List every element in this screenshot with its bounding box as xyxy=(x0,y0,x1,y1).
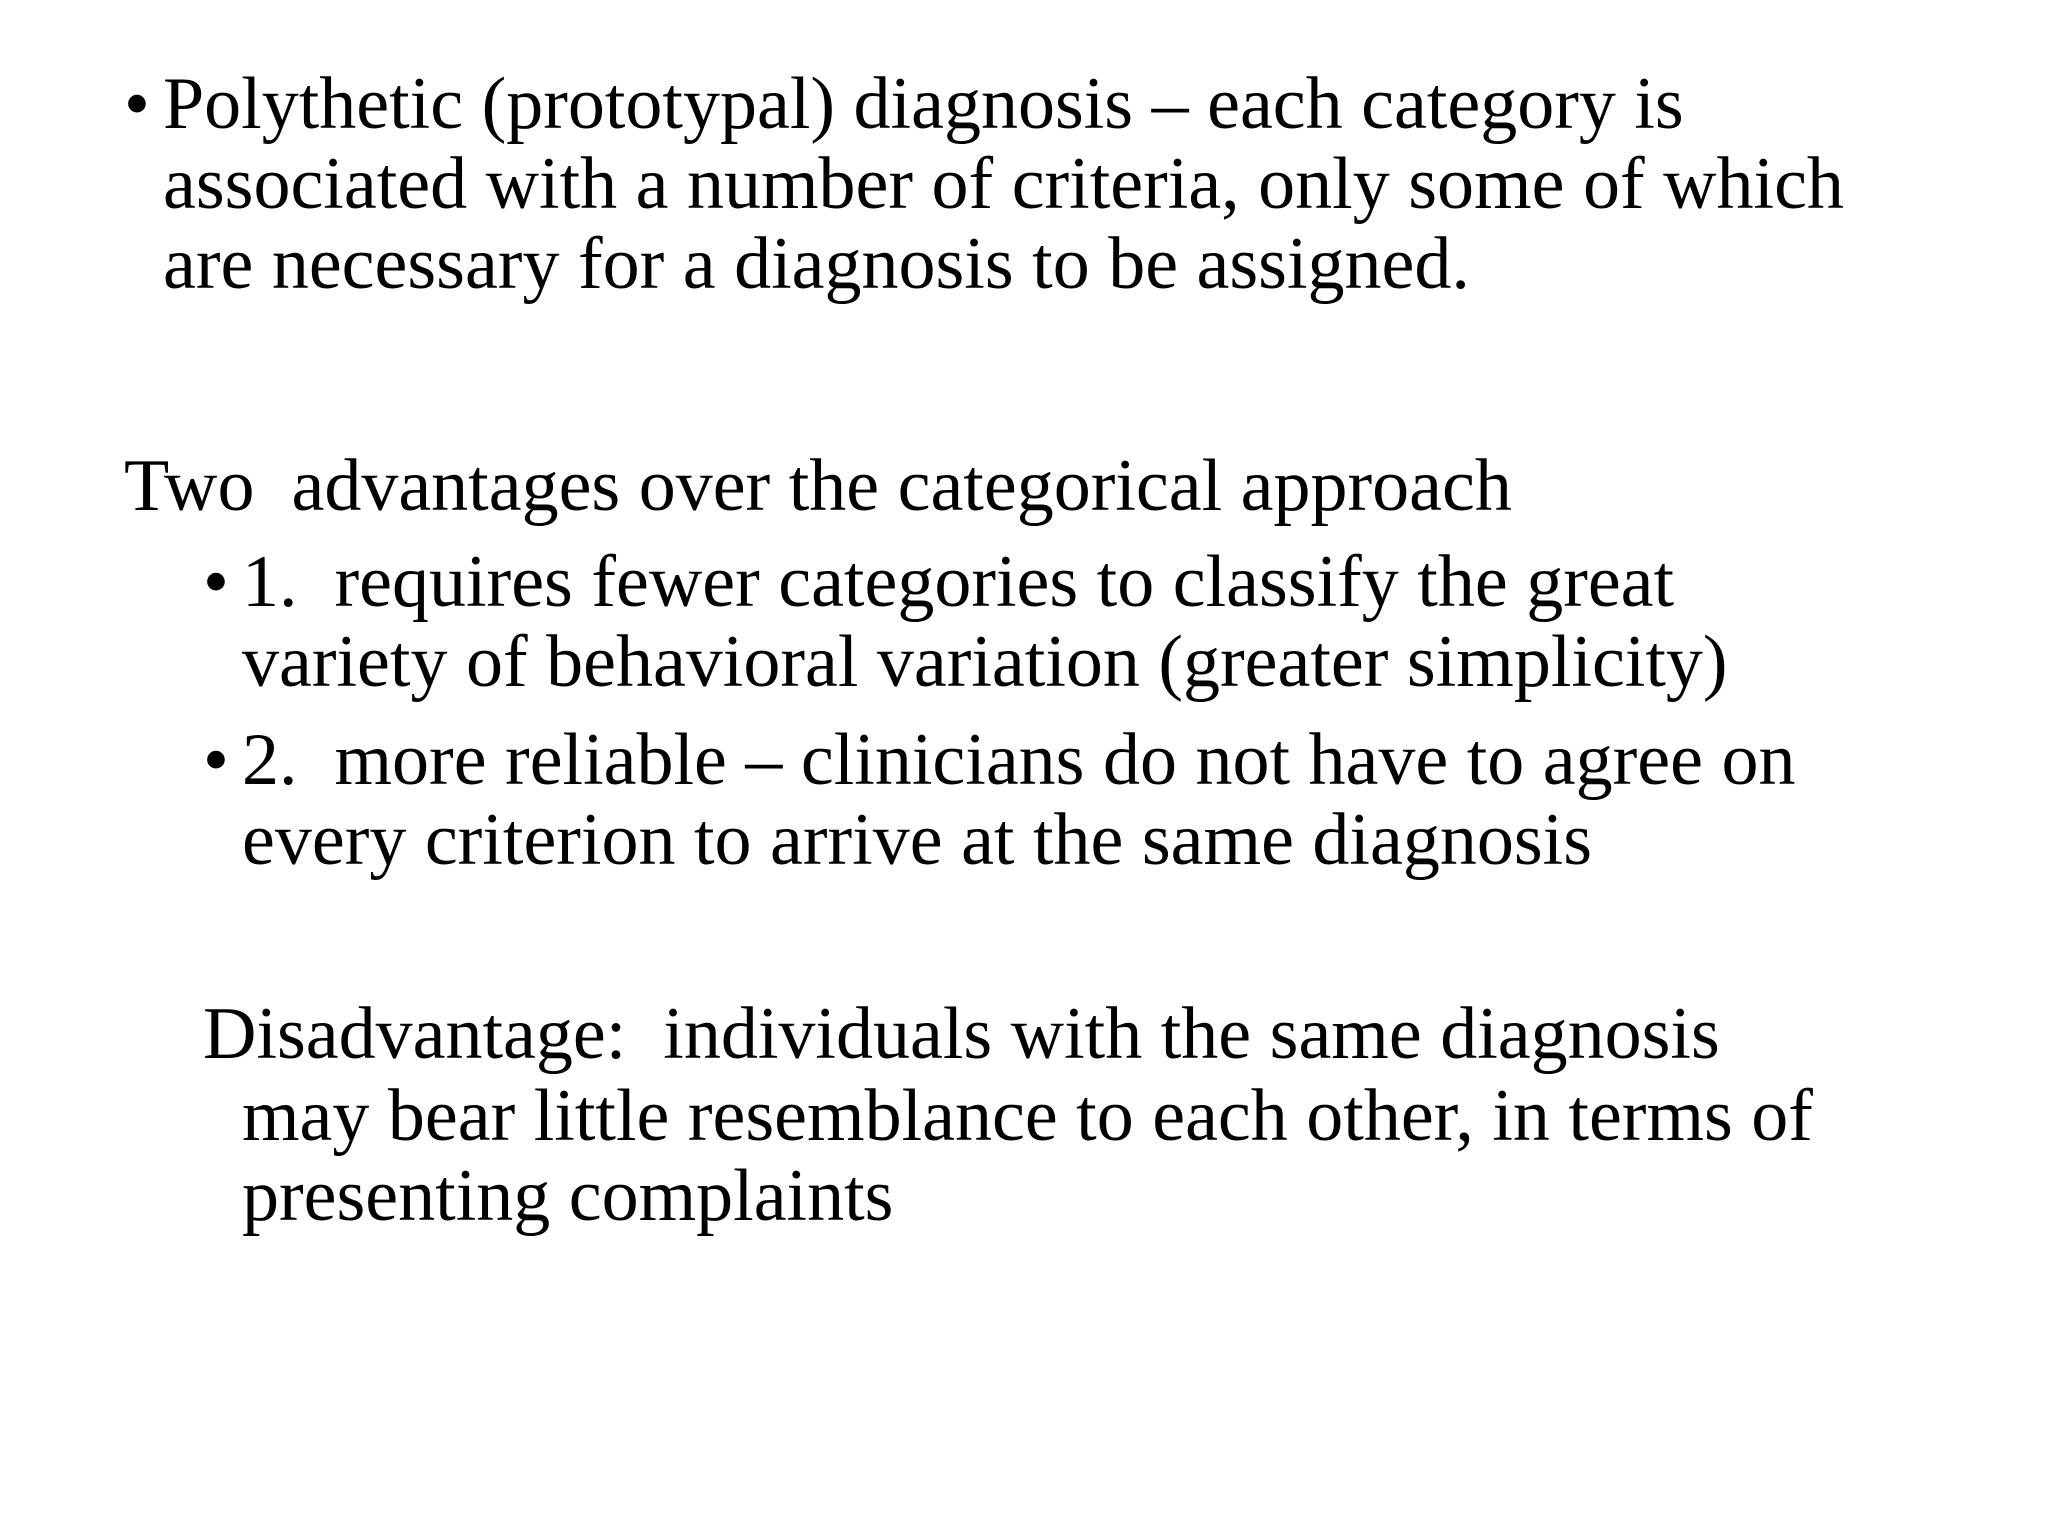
bullet-polythetic-line-2: associated with a number of criteria, only some of which xyxy=(163,143,1844,225)
bullet-polythetic-line-1: Polythetic (prototypal) diagnosis – each category is xyxy=(163,63,1684,145)
advantage-item-1-line-1: 1. requires fewer categories to classify the great xyxy=(242,541,1675,623)
advantage-item-2-line-1: 2. more reliable – clinicians do not have to agree on xyxy=(242,719,1796,801)
bullet-polythetic-line-3: are necessary for a diagnosis to be assigned. xyxy=(163,223,1470,305)
advantages-heading: Two advantages over the categorical approach xyxy=(124,445,1512,527)
advantage-item-2-line-2: every criterion to arrive at the same diagnosis xyxy=(242,799,1592,881)
disadvantage-line-2: may bear little resemblance to each other, in terms of xyxy=(242,1075,1813,1157)
bullet-polythetic xyxy=(163,64,1844,304)
advantage-item-2 xyxy=(242,720,1795,880)
bullet-marker: • xyxy=(203,719,229,801)
advantage-item-1 xyxy=(242,542,1728,702)
advantage-item-1-line-2: variety of behavioral variation (greater simplicity) xyxy=(242,621,1728,703)
disadvantage-continuation xyxy=(242,1076,1813,1236)
bullet-marker: • xyxy=(203,541,229,623)
disadvantage-line-3: presenting complaints xyxy=(242,1155,894,1237)
disadvantage-line-1: Disadvantage: individuals with the same diagnosis xyxy=(203,993,1720,1075)
bullet-marker: • xyxy=(124,63,150,145)
